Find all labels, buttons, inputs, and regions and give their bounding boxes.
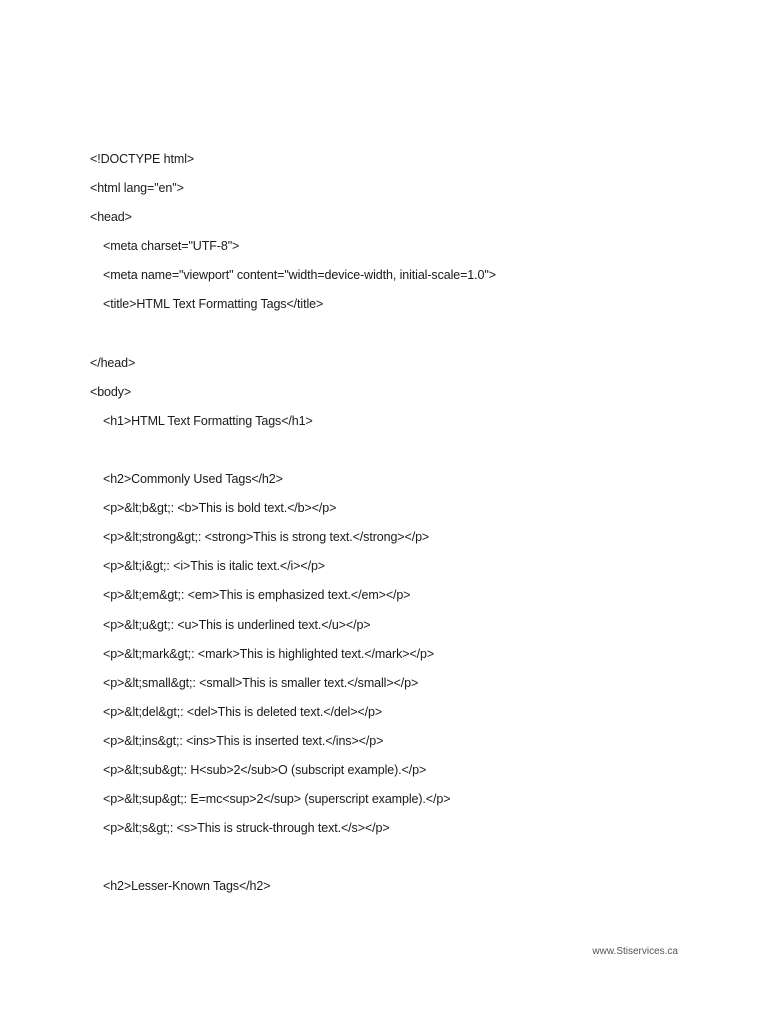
- blank-line: [90, 325, 730, 354]
- code-line: <p>&lt;mark&gt;: <mark>This is highlighted text.</mark></p>: [103, 646, 435, 661]
- code-listing: [90, 150, 730, 906]
- blank-line: [90, 441, 730, 470]
- blank-line: [90, 848, 730, 877]
- code-line: <meta charset="UTF-8">: [103, 239, 240, 254]
- code-line: <p>&lt;s&gt;: <s>This is struck-through text.</s></p>: [103, 821, 390, 836]
- footer-url: www.Stiservices.ca: [592, 946, 678, 957]
- code-line: <p>&lt;ins&gt;: <ins>This is inserted text.</ins></p>: [103, 733, 384, 748]
- code-line: <h2>Commonly Used Tags</h2>: [103, 472, 283, 487]
- code-line: <meta name="viewport" content="width=device-width, initial-scale=1.0">: [103, 268, 496, 283]
- code-line: <p>&lt;b&gt;: <b>This is bold text.</b></p>: [103, 501, 337, 516]
- code-line: <p>&lt;em&gt;: <em>This is emphasized text.</em></p>: [103, 588, 411, 603]
- code-line: <body>: [90, 384, 132, 399]
- code-line: <!DOCTYPE html>: [90, 152, 195, 166]
- code-line: <p>&lt;strong&gt;: <strong>This is strong text.</strong></p>: [103, 530, 430, 545]
- code-line: <html lang="en">: [90, 181, 184, 196]
- code-line: <p>&lt;sub&gt;: H<sub>2</sub>O (subscript example).</p>: [103, 762, 427, 777]
- code-line: <p>&lt;sup&gt;: E=mc<sup>2</sup> (superscript example).</p>: [103, 792, 451, 807]
- code-line: <h2>Lesser-Known Tags</h2>: [103, 879, 271, 894]
- code-line: <p>&lt;del&gt;: <del>This is deleted text.</del></p>: [103, 704, 383, 719]
- code-line: <h1>HTML Text Formatting Tags</h1>: [103, 413, 313, 428]
- code-line: <title>HTML Text Formatting Tags</title>: [103, 297, 324, 312]
- code-line: <head>: [90, 210, 132, 225]
- code-line: <p>&lt;u&gt;: <u>This is underlined text.</u></p>: [103, 617, 371, 632]
- code-line: <p>&lt;i&gt;: <i>This is italic text.</i></p>: [103, 559, 326, 574]
- code-line: <p>&lt;small&gt;: <small>This is smaller text.</small></p>: [103, 675, 419, 690]
- code-line: </head>: [90, 355, 136, 370]
